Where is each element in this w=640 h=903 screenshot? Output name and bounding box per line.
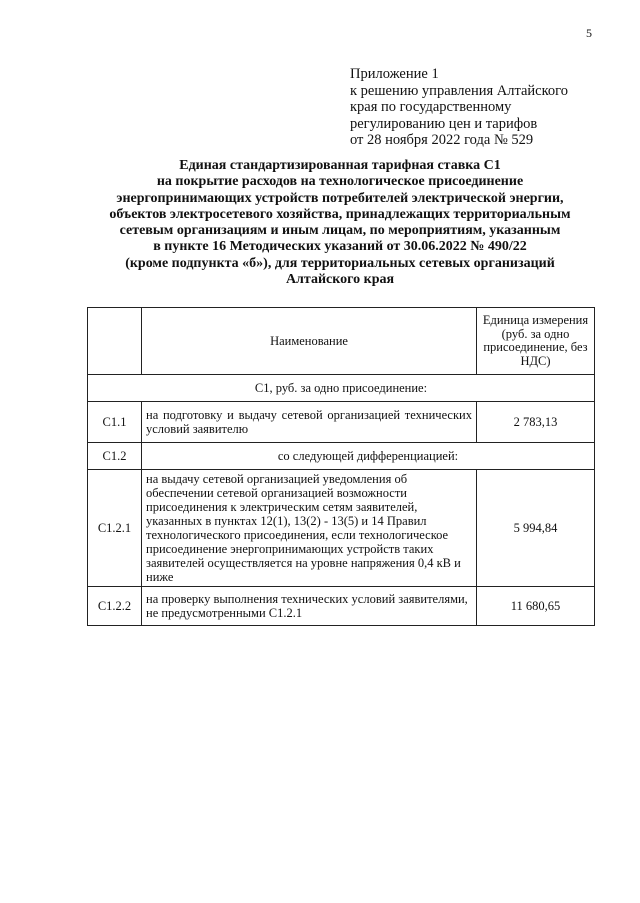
header-unit-cell: Единица измерения (руб. за одно присоединение, без НДС) [477,308,595,375]
title-line: объектов электросетевого хозяйства, принадлежащих территориальным [109,206,571,222]
row-value: 5 994,84 [477,470,595,587]
row-code: С1.2.2 [88,587,142,626]
title-line: Единая стандартизированная тарифная ставка С1 [179,158,501,173]
title-line: Алтайского края [285,272,395,288]
row-code: С1.1 [88,402,142,443]
section-c1-cell: С1, руб. за одно присоединение: [88,375,595,402]
row-description: на выдачу сетевой организацией уведомления об обеспечении сетевой организацией возможности присоединения к электрическим сетям заявителей, указанных в пунктах 12(1), 13(2) - 13(5) и 14 Правил технологического присоединения, если технологическое присоединение энергопринимающих устройств таких заявителей осуществляется на уровне напряжения 0,4 кВ и ниже [142,470,477,587]
title-line: энергопринимающих устройств потребителей электрической энергии, [116,190,564,206]
c12-label: со следующей дифференциацией: [142,443,595,470]
row-value: 2 783,13 [477,402,595,443]
c12-code: С1.2 [88,443,142,470]
row-code: С1.2.1 [88,470,142,587]
header-code-cell [88,308,142,375]
tariff-table [87,307,595,626]
document-title [60,158,620,288]
table-row [88,587,595,626]
appendix-line: от 28 ноября 2022 года № 529 [350,132,534,148]
title-line: в пункте 16 Методических указаний от 30.06.2022 № 490/22 [153,239,527,255]
appendix-line: Приложение 1 [350,66,439,82]
section-c1-row [88,375,595,402]
title-line: (кроме подпункта «б»), для территориальных сетевых организаций [125,255,555,271]
table-row [88,402,595,443]
appendix-header [350,66,568,149]
title-line: сетевым организациям и иным лицам, по мероприятиям, указанным [119,223,561,239]
header-name-cell: Наименование [142,308,477,375]
c12-row [88,443,595,470]
table-row [88,470,595,587]
row-description: на проверку выполнения технических условий заявителями, не предусмотренными С1.2.1 [142,587,477,626]
row-value: 11 680,65 [477,587,595,626]
appendix-line: к решению управления Алтайского [350,82,569,99]
row-description: на подготовку и выдачу сетевой организацией технических условий заявителю [142,402,477,443]
page-number: 5 [586,26,592,40]
appendix-line: регулированию цен и тарифов [350,115,538,132]
title-line: на покрытие расходов на технологическое присоединение [156,174,524,190]
table-header-row [88,308,595,375]
appendix-line: края по государственному [350,99,512,115]
